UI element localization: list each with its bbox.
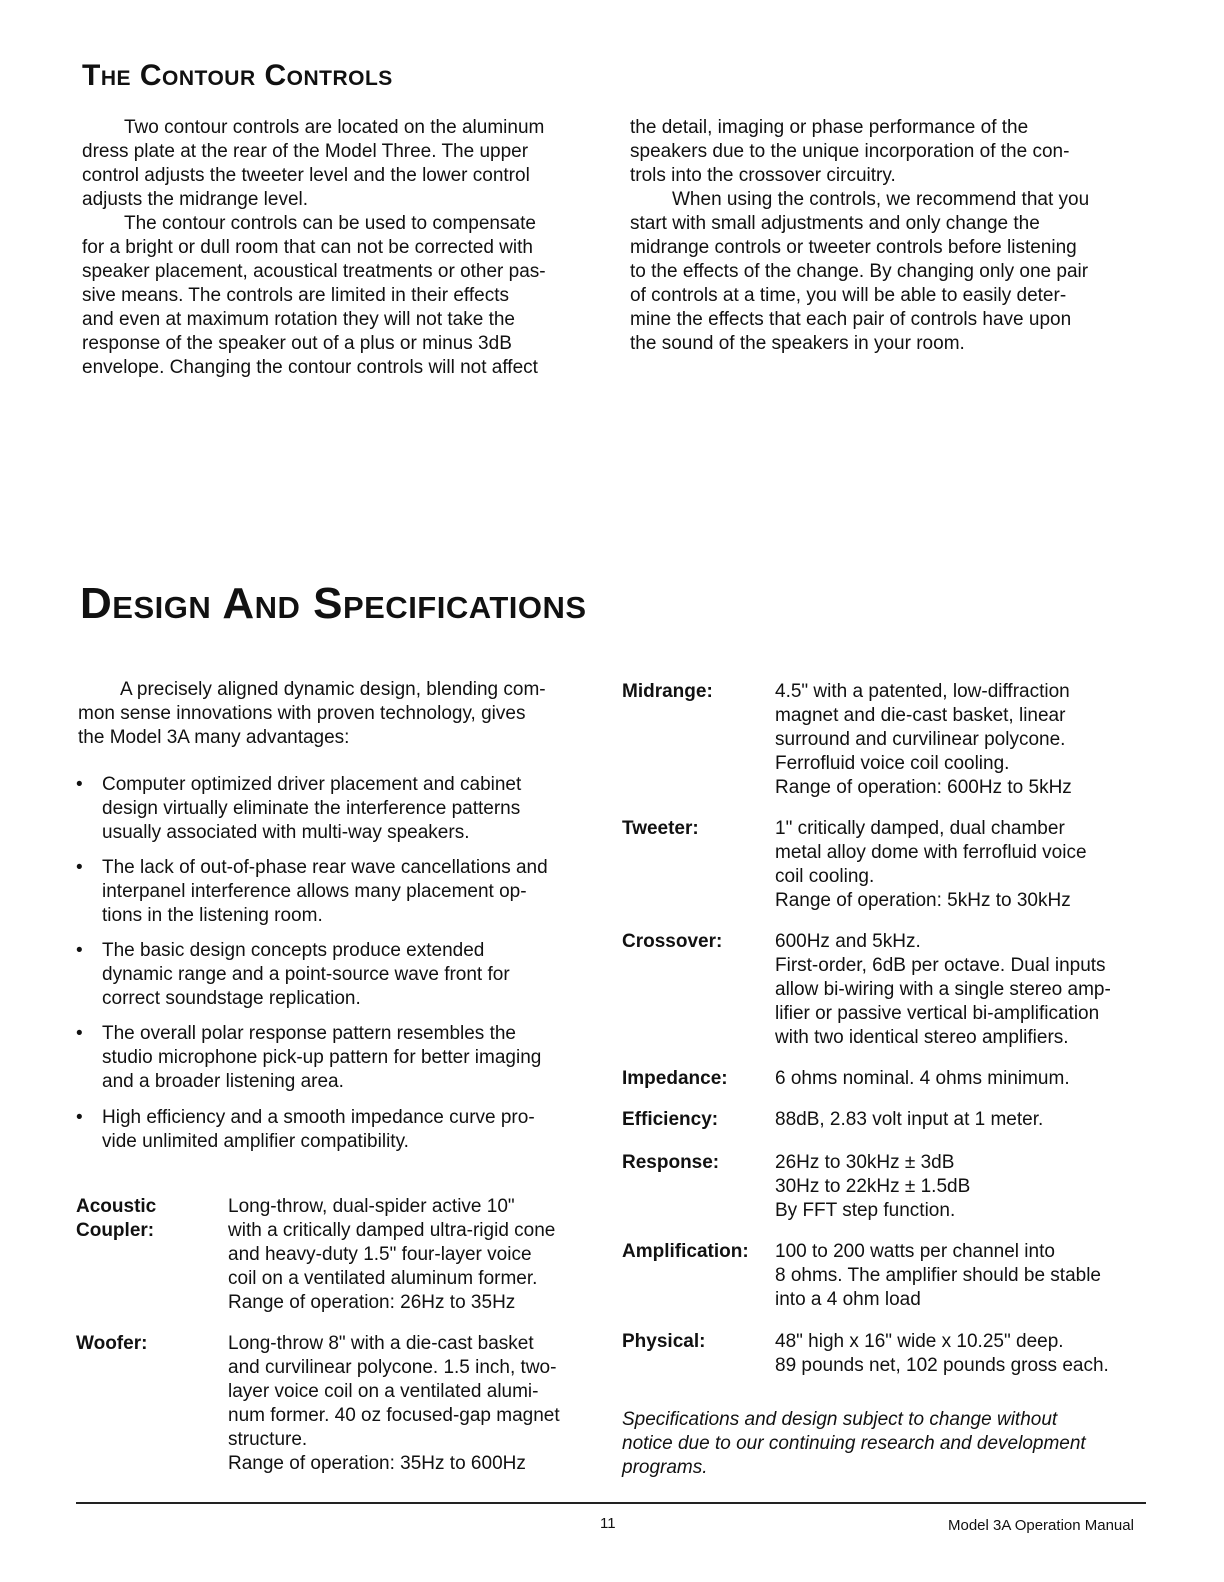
bullet-item [76,856,596,928]
footer-divider [76,1502,1146,1504]
spec-value: 100 to 200 watts per channel into 8 ohms. The amplifier should be stable into a 4 ohm load [775,1241,1101,1310]
bullet-text: The basic design concepts produce extended dynamic range and a point-source wave front for correct soundstage replication. [102,940,510,1009]
bullet-text: The lack of out-of-phase rear wave cancellations and interpanel interference allows many placement op- tions in the listening room. [102,857,548,926]
contour-left-p1: Two contour controls are located on the aluminum dress plate at the rear of the Model Three. The upper control adjusts the tweeter level and the lower control adjusts the midrange level. [82,117,545,210]
bullet-icon: • [76,774,83,795]
spec-value: Long-throw 8" with a die-cast basket and curvilinear polycone. 1.5 inch, two- layer voice coil on a ventilated alumi- num former. 40 oz focused-gap magnet structure. Range of operation: 35Hz to 600Hz [228,1333,560,1474]
bullet-icon: • [76,857,83,878]
spec-value: 4.5" with a patented, low-diffraction magnet and die-cast basket, linear surround and curvilinear polycone. Ferrofluid voice coil cooling. Range of operation: 600Hz to 5kHz [775,681,1072,798]
spec-value: Long-throw, dual-spider active 10" with a critically damped ultra-rigid cone and heavy-duty 1.5" four-layer voice coil on a ventilated aluminum former. Range of operation: 26Hz to 35Hz [228,1196,556,1313]
spec-value: 6 ohms nominal. 4 ohms minimum. [775,1068,1070,1089]
spec-label: Acoustic Coupler: [76,1196,157,1241]
bullet-item [76,773,596,845]
spec-value: 600Hz and 5kHz. First-order, 6dB per octave. Dual inputs allow bi-wiring with a single stereo amp- lifier or passive vertical bi-amplification with two identical stereo amplifiers. [775,931,1111,1048]
spec-value: 1" critically damped, dual chamber metal alloy dome with ferrofluid voice coil cooling. Range of operation: 5kHz to 30kHz [775,818,1087,911]
page-number: 11 [600,1515,616,1532]
spec-label: Response: [622,1152,720,1173]
contour-right-p2: When using the controls, we recommend that you start with small adjustments and only change the midrange controls or tweeter controls before listening to the effects of the change. By changing only one pair of controls at a time, you will be able to easily deter- mine the effects that each pair of controls have upon the sound of the speakers in your room. [630,189,1090,354]
spec-label: Crossover: [622,931,723,952]
manual-title: Model 3A Operation Manual [948,1517,1134,1534]
spec-label: Tweeter: [622,818,699,839]
spec-value: 88dB, 2.83 volt input at 1 meter. [775,1109,1044,1130]
spec-label: Amplification: [622,1241,749,1262]
spec-value: 26Hz to 30kHz ± 3dB 30Hz to 22kHz ± 1.5dB By FFT step function. [775,1152,971,1221]
design-title: Design And Specifications [80,579,587,628]
disclaimer: Specifications and design subject to change without notice due to our continuing research and development programs. [622,1409,1086,1478]
contour-right-p1: the detail, imaging or phase performance of the speakers due to the unique incorporation of the con- trols into the crossover circuitry. [630,117,1070,186]
bullet-icon: • [76,1023,83,1044]
bullet-item [76,1106,596,1154]
spec-label: Impedance: [622,1068,728,1089]
bullet-text: High efficiency and a smooth impedance curve pro- vide unlimited amplifier compatibility. [102,1107,535,1152]
design-intro: A precisely aligned dynamic design, blending com- mon sense innovations with proven technology, gives the Model 3A many advantages: [78,679,546,748]
bullet-icon: • [76,1107,83,1128]
bullet-text: The overall polar response pattern resembles the studio microphone pick-up pattern for better imaging and a broader listening area. [102,1023,542,1092]
spec-label: Woofer: [76,1333,148,1354]
contour-title: The Contour Controls [82,59,393,92]
bullet-text: Computer optimized driver placement and cabinet design virtually eliminate the interference patterns usually associated with multi-way speakers. [102,774,522,843]
spec-label: Efficiency: [622,1109,719,1130]
bullet-item [76,939,596,1011]
contour-left-p2: The contour controls can be used to compensate for a bright or dull room that can not be corrected with speaker placement, acoustical treatments or other pas- sive means. The controls are limited in their effects and even at maximum rotation they will not take the response of the speaker out of a plus or minus 3dB envelope. Changing the contour controls will not affect [82,213,546,378]
bullet-icon: • [76,940,83,961]
bullet-item [76,1022,596,1094]
spec-label: Midrange: [622,681,713,702]
spec-value: 48" high x 16" wide x 10.25" deep. 89 pounds net, 102 pounds gross each. [775,1331,1109,1376]
spec-label: Physical: [622,1331,706,1352]
